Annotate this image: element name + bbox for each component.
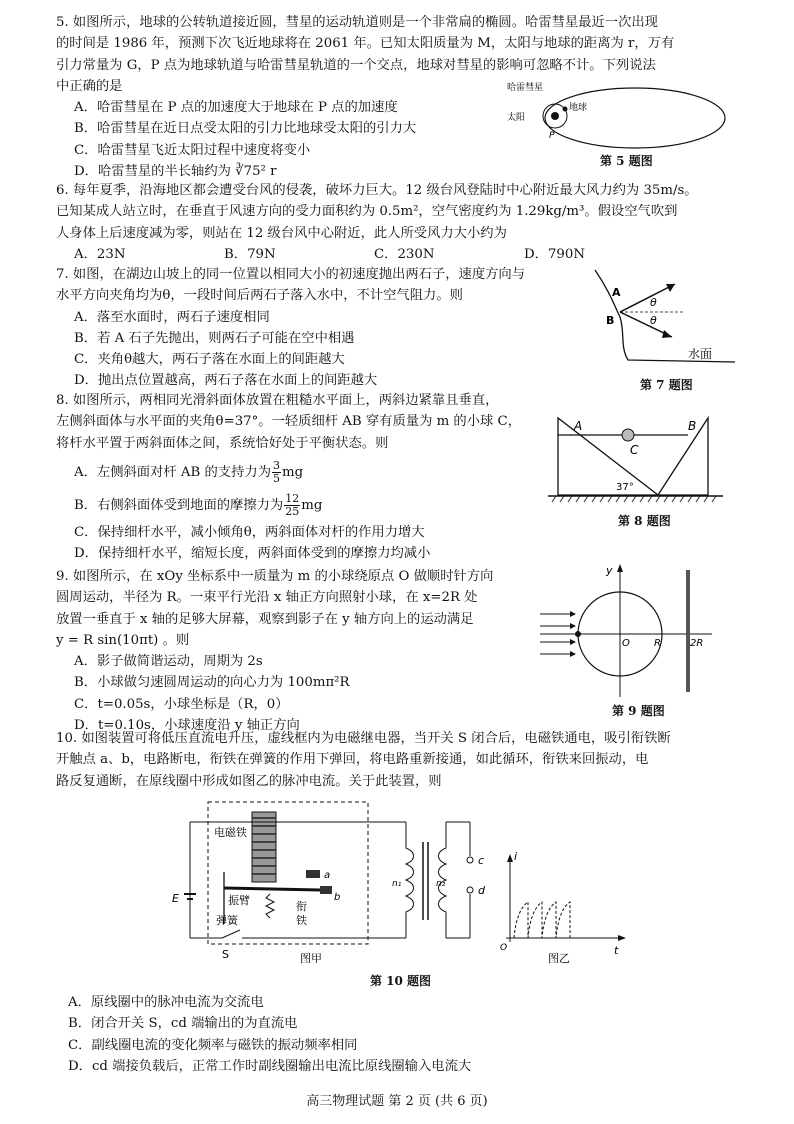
contact-b — [320, 886, 332, 894]
label-t: t — [614, 944, 619, 957]
label-a: A — [574, 419, 583, 433]
right-incline — [658, 418, 708, 495]
q9-line: y = R sin(10πt) 。则 — [56, 632, 190, 648]
q9-line: 放置一垂直于 x 轴的足够大屏幕，观察到影子在 y 轴方向上的运动满足 — [56, 611, 474, 627]
comet-orbit — [545, 88, 725, 148]
q9-option-b: B．小球做匀速圆周运动的向心力为 100mπ²R — [74, 675, 350, 691]
label-magnet: 电磁铁 — [214, 826, 247, 839]
q8-option-a-text: A．左侧斜面对杆 AB 的支持力为 — [74, 464, 271, 480]
label-y: y — [606, 564, 613, 577]
fraction-denominator: 25 — [285, 505, 300, 519]
terminal-c — [467, 857, 473, 863]
q10-option-a: A．原线圈中的脉冲电流为交流电 — [68, 995, 264, 1010]
q5-option-d: D．哈雷彗星的半长轴约为 ∛75² r — [74, 163, 277, 179]
q10-options — [68, 992, 768, 1077]
page-footer: 高三物理试题 第 2 页 (共 6 页) — [306, 1094, 488, 1109]
q6-line: 人身体上后速度减为零，则站在 12 级台风中心附近，此人所受风力大小约为 — [56, 225, 507, 241]
q10-line: 10. 如图装置可将低压直流电升压，虚线框内为电磁继电器，当开关 S 闭合后，电磁铁通电，吸引衔铁断 — [56, 731, 671, 746]
terminal-d — [467, 887, 473, 893]
label-a: a — [324, 870, 331, 881]
q6-option-c: C．230N — [374, 246, 435, 262]
i-axis-arrow — [507, 854, 513, 862]
fraction-numerator: 3 — [273, 458, 280, 472]
primary-coil — [406, 822, 414, 938]
q10-line: 路反复通断，在原线圈中形成如图乙的脉冲电流。关于此装置，则 — [56, 773, 442, 789]
q5-caption: 第 5 题图 — [600, 154, 653, 168]
q8-option-b-text: B．右侧斜面体受到地面的摩擦力为 — [74, 498, 284, 514]
q6-line: 已知某成人站立时，在垂直于风速方向的受力面积约为 0.5m²，空气密度约为 1.29kg/m³。假设空气吹到 — [56, 204, 678, 220]
q9-figure — [540, 562, 715, 700]
q5-option-b: B．哈雷彗星在近日点受太阳的引力比地球受太阳的引力大 — [74, 121, 417, 137]
label-b: B — [688, 419, 697, 433]
label-o: O — [622, 638, 630, 649]
label-theta-1: θ — [650, 296, 657, 309]
label-fig1: 图甲 — [300, 952, 322, 965]
label-comet: 哈雷彗星 — [507, 83, 544, 93]
label-n2: n₂ — [436, 879, 446, 889]
q8-line: 8. 如图所示，两相同光滑斜面体放置在粗糙水平面上，两斜边紧靠且垂直， — [56, 393, 499, 408]
label-b: b — [334, 892, 341, 903]
q10-option-b: B．闭合开关 S，cd 端输出的为直流电 — [68, 1016, 298, 1032]
q8-option-a-unit: mg — [282, 464, 304, 480]
ground-hatch — [548, 496, 716, 502]
label-n1: n₁ — [392, 879, 402, 889]
fraction-denominator: 5 — [273, 471, 280, 485]
label-s: S — [222, 948, 229, 961]
q5-option-c: C．哈雷彗星飞近太阳过程中速度将变小 — [74, 142, 311, 158]
y-axis-arrow — [617, 564, 623, 572]
label-2r: 2R — [690, 638, 704, 649]
q7-figure — [590, 262, 740, 374]
q8-line: 将杆水平置于两斜面体之间，系统恰好处于平衡状态。则 — [56, 435, 389, 451]
label-a: A — [612, 286, 621, 299]
question-6 — [56, 180, 756, 265]
contact-a — [306, 870, 320, 878]
label-armature-2: 铁 — [296, 914, 307, 927]
q8-option-d: D．保持细杆水平，缩短长度，两斜面体受到的摩擦力均减小 — [74, 546, 431, 562]
label-i: i — [514, 850, 518, 863]
q9-caption: 第 9 题图 — [612, 704, 665, 718]
q7-option-d: D．抛出点位置越高，两石子落在水面上的间距越大 — [74, 373, 378, 389]
q8-option-b-unit: mg — [301, 498, 323, 514]
label-earth: 地球 — [569, 103, 588, 113]
q5-figure — [505, 80, 735, 155]
q10-caption: 第 10 题图 — [370, 974, 432, 988]
spring-coil — [266, 894, 274, 918]
label-p: P — [549, 131, 555, 141]
q9-option-a: A．影子做简谐运动，周期为 2s — [74, 654, 263, 670]
label-water: 水面 — [688, 347, 713, 361]
label-arm: 振臂 — [228, 894, 250, 907]
q8-option-c: C．保持细杆水平，减小倾角θ，两斜面体对杆的作用力增大 — [74, 525, 425, 541]
label-o: O — [500, 943, 508, 953]
screen — [686, 570, 690, 692]
label-c: C — [630, 443, 639, 457]
q10-line: 开触点 a、b，电路断电，衔铁在弹簧的作用下弹回，将电路重新接通，如此循环，衔铁来回振动，电 — [56, 752, 649, 768]
left-incline — [558, 418, 658, 495]
q7-option-b: B．若 A 石子先抛出，则两石子可能在空中相遇 — [74, 330, 355, 346]
pulse-current-curve — [514, 902, 570, 938]
label-r: R — [654, 638, 661, 649]
fraction-numerator: 12 — [285, 491, 300, 505]
switch-s — [222, 930, 240, 938]
q10-figure — [170, 798, 640, 973]
q7-option-c: C．夹角θ越大，两石子落在水面上的间距越大 — [74, 352, 345, 368]
q5-option-a: A．哈雷彗星在 P 点的加速度大于地球在 P 点的加速度 — [74, 100, 398, 116]
q9-line: 9. 如图所示，在 xOy 坐标系中一质量为 m 的小球绕原点 O 做顺时针方向 — [56, 569, 494, 584]
earth-dot — [563, 107, 568, 112]
label-d: d — [478, 884, 485, 897]
label-fig2: 图乙 — [548, 952, 570, 965]
light-arrow — [570, 611, 576, 617]
label-e: E — [172, 892, 179, 905]
label-sun: 太阳 — [507, 113, 526, 123]
label-c: c — [478, 854, 485, 867]
q5-line: 引力常量为 G，P 点为地球轨道与哈雷彗星轨道的一个交点，地球对彗星的影响可忽略不计。下列说法 — [56, 57, 656, 73]
q7-option-a: A．落至水面时，两石子速度相同 — [74, 309, 270, 325]
q10-option-c: C．副线圈电流的变化频率与磁铁的振动频率相同 — [68, 1037, 358, 1053]
q5-line: 中正确的是 — [56, 78, 123, 94]
q6-option-b: B．79N — [224, 246, 276, 262]
sun-dot — [551, 112, 559, 120]
velocity-a-arrow — [620, 284, 675, 312]
light-arrow — [570, 651, 576, 657]
q10-option-d: D．cd 端接负载后，正常工作时副线圈输出电流比原线圈输入电流大 — [68, 1058, 472, 1074]
q5-line: 的时间是 1986 年，预测下次飞近地球将在 2061 年。已知太阳质量为 M，太阳与地球的距离为 r，万有 — [56, 36, 675, 52]
q9-option-c: C．t=0.05s，小球坐标是（R，0） — [74, 696, 289, 712]
label-b: B — [606, 314, 615, 327]
q8-option-a-fraction — [272, 460, 281, 485]
arrow-head-b — [662, 330, 672, 338]
q9-option-d: D．t=0.10s，小球速度沿 y 轴正方向 — [74, 717, 300, 733]
q8-option-b-fraction — [284, 493, 300, 518]
ball — [575, 631, 581, 637]
q6-line: 6. 每年夏季，沿海地区都会遭受台风的侵袭，破坏力巨大。12 级台风登陆时中心附近最大风力约为 35m/s。 — [56, 183, 698, 198]
label-theta-2: θ — [650, 314, 657, 327]
q7-line: 7. 如图，在湖边山坡上的同一位置以相同大小的初速度抛出两石子，速度方向与 — [56, 267, 526, 282]
q8-caption: 第 8 题图 — [618, 514, 671, 528]
vibrating-arm — [224, 888, 320, 890]
light-arrow — [570, 623, 576, 629]
question-10 — [56, 728, 756, 792]
q8-line: 左侧斜面体与水平面的夹角θ=37°。一轻质细杆 AB 穿有质量为 m 的小球 C， — [56, 414, 522, 430]
q5-line: 5. 如图所示，地球的公转轨道接近圆，彗星的运动轨道则是一个非常扁的椭圆。哈雷彗星最近一次出现 — [56, 15, 658, 30]
light-arrow — [570, 639, 576, 645]
q8-figure — [548, 410, 728, 510]
q7-caption: 第 7 题图 — [640, 378, 693, 392]
ball-c — [622, 429, 634, 441]
q6-option-a: A．23N — [74, 246, 126, 262]
q6-option-d: D．790N — [524, 246, 585, 262]
hillside-line — [595, 270, 735, 362]
label-angle: 37° — [616, 482, 634, 493]
q9-line: 圆周运动，半径为 R。一束平行光沿 x 轴正方向照射小球，在 x=2R 处 — [56, 590, 478, 606]
q7-line: 水平方向夹角均为θ，一段时间后两石子落入水中，不计空气阻力。则 — [56, 288, 463, 304]
label-armature-1: 衔 — [296, 900, 307, 913]
label-spring: 弹簧 — [216, 914, 238, 927]
t-axis-arrow — [618, 935, 626, 941]
